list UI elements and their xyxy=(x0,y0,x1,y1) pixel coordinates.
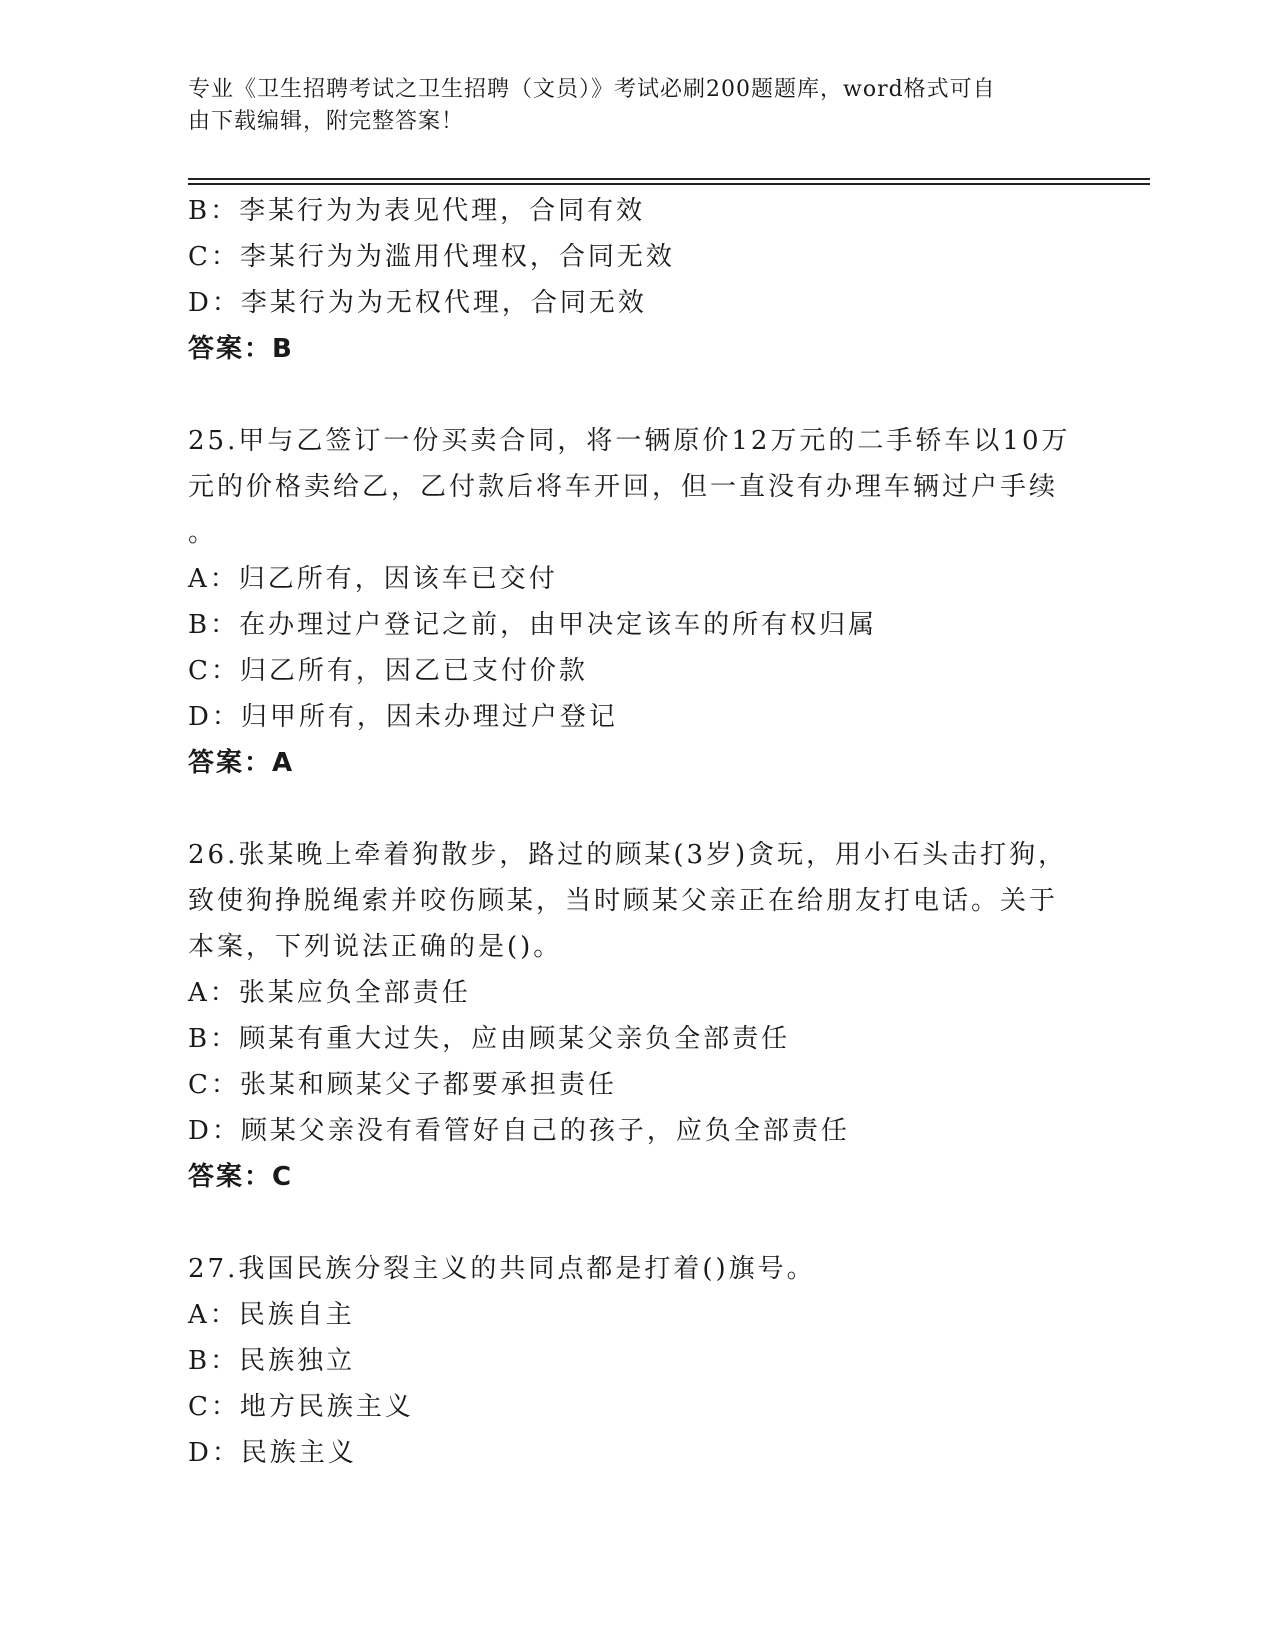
question-25-stem-line-2: 元的价格卖给乙，乙付款后将车开回，但一直没有办理车辆过户手续 xyxy=(188,472,1059,502)
answer-line: 答案：B xyxy=(188,334,294,364)
question-26-stem-line-2: 致使狗挣脱绳索并咬伤顾某，当时顾某父亲正在给朋友打电话。关于 xyxy=(188,886,1059,916)
question-26-stem-line-1: 26.张某晚上牵着狗散步，路过的顾某(3岁)贪玩，用小石头击打狗， xyxy=(188,840,1068,870)
question-25-option-b: B：在办理过户登记之前，由甲决定该车的所有权归属 xyxy=(188,610,878,640)
header-divider-top xyxy=(188,178,1150,180)
question-26-stem-line-3: 本案，下列说法正确的是()。 xyxy=(188,932,563,962)
question-list xyxy=(188,188,1088,1476)
question-27-option-c: C：地方民族主义 xyxy=(188,1392,414,1422)
question-25-option-d: D：归甲所有，因未办理过户登记 xyxy=(188,702,618,732)
question-26-option-a: A：张某应负全部责任 xyxy=(188,978,471,1008)
question-25-stem-line-3: 。 xyxy=(188,518,218,548)
question-25-option-a: A：归乙所有，因该车已交付 xyxy=(188,564,558,594)
header-divider-bottom xyxy=(188,183,1150,185)
question-26-answer: 答案：C xyxy=(188,1162,294,1192)
header-line-2: 由下载编辑，附完整答案！ xyxy=(188,109,465,134)
question-26-option-d: D：顾某父亲没有看管好自己的孩子，应负全部责任 xyxy=(188,1116,850,1146)
question-25-stem-line-1: 25.甲与乙签订一份买卖合同，将一辆原价12万元的二手轿车以10万 xyxy=(188,426,1071,456)
question-27-option-a: A：民族自主 xyxy=(188,1300,355,1330)
option-b: B：李某行为为表见代理，合同有效 xyxy=(188,196,646,226)
question-27-option-b: B：民族独立 xyxy=(188,1346,356,1376)
option-c: C：李某行为为滥用代理权，合同无效 xyxy=(188,242,675,272)
document-header xyxy=(188,74,1088,138)
question-25-answer: 答案：A xyxy=(188,748,295,778)
header-line-1: 专业《卫生招聘考试之卫生招聘（文员）》考试必刷200题题库，word格式可自 xyxy=(188,77,996,102)
question-26-option-c: C：张某和顾某父子都要承担责任 xyxy=(188,1070,617,1100)
question-27-option-d: D：民族主义 xyxy=(188,1438,357,1468)
option-d: D：李某行为为无权代理，合同无效 xyxy=(188,288,647,318)
question-26-option-b: B：顾某有重大过失，应由顾某父亲负全部责任 xyxy=(188,1024,791,1054)
question-27-stem-line-1: 27.我国民族分裂主义的共同点都是打着()旗号。 xyxy=(188,1254,816,1284)
question-25-option-c: C：归乙所有，因乙已支付价款 xyxy=(188,656,588,686)
